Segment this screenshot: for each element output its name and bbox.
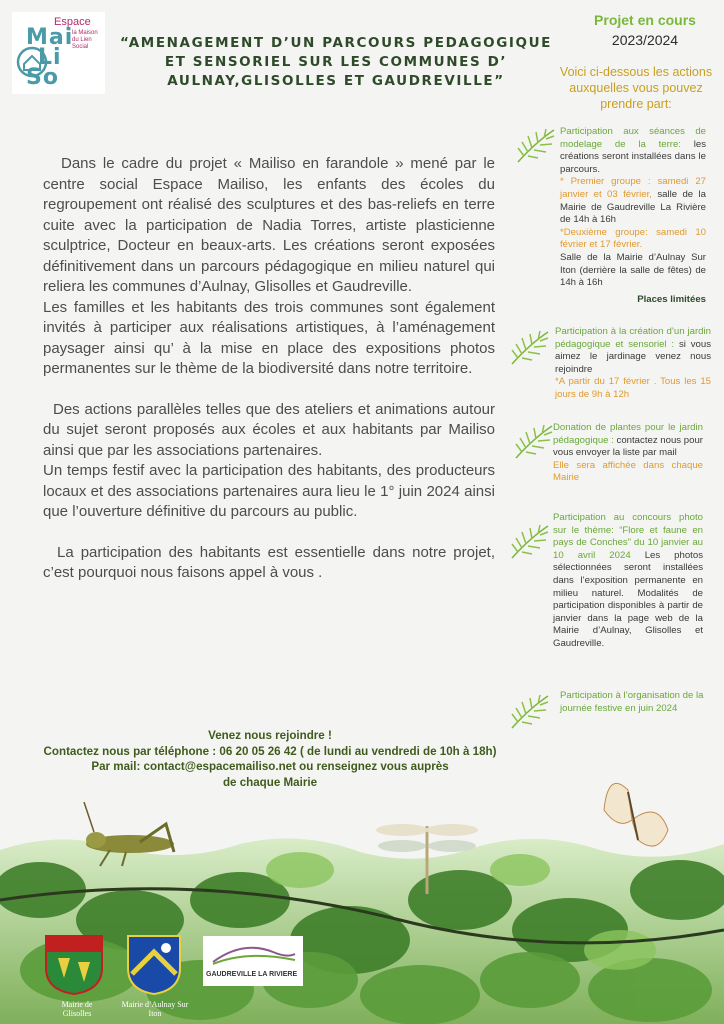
contact-block: Venez nous rejoindre ! Contactez nous par téléphone : 06 20 05 26 42 ( de lundi au vendredi de 10h à 18h) Par mail: contact@espacemailiso.net ou renseignez vous auprès de chaque Mairie <box>30 728 510 790</box>
contact-email[interactable]: Par mail: contact@espacemailiso.net ou renseignez vous auprès <box>91 760 449 773</box>
logo-tagline: la Maison du Lien Social <box>72 30 98 50</box>
action-journee-festive: Participation à l’organisation de la journée festive en juin 2024 <box>560 690 704 714</box>
glisolles-label: Mairie de Glisolles <box>61 1000 93 1018</box>
dragonfly-icon <box>372 816 482 896</box>
places-limitees: Places limitées <box>637 293 706 305</box>
palm-leaf-icon <box>510 330 550 366</box>
page-title: “AMENAGEMENT D’UN PARCOURS PEDAGOGIQUE ET SENSORIEL SUR LES COMMUNES D’ AULNAY,GLISOLLES ET GAUDREVILLE” <box>120 35 552 89</box>
contact-heading: Venez nous rejoindre ! <box>208 729 332 742</box>
espace-mailiso-logo <box>12 12 105 94</box>
paragraph: Les familles et les habitants des trois communes sont également invités à participer aux réalisations artistiques, à l’aménagement paysager ainsi qu’ à la mise en place des expositions photos permanentes sur le thème de la biodiversité dans notre territoire. <box>43 298 495 377</box>
gaudreville-logo <box>203 936 303 986</box>
project-header <box>575 12 715 48</box>
project-year: 2023/2024 <box>611 32 679 48</box>
action-jardin: Participation à la création d’un jardin pédagogique et sensoriel : si vous aimez le jardinage venez nous rejoindre *A partir du 17 février . Tous les 15 jours de 9h à 12h <box>555 326 712 400</box>
palm-leaf-icon <box>510 524 550 560</box>
paragraph: La participation des habitants est essentielle dans notre projet, c’est pourquoi nous faisons appel à vous . <box>43 543 495 581</box>
action-donation: Donation de plantes pour le jardin pédagogique : contactez nous pour vous envoyer la liste par mail Elle sera affichée dans chaque Mairie <box>553 422 703 484</box>
logo-mailiso: Mai Li So <box>26 25 74 90</box>
paragraph: Dans le cadre du projet « Mailiso en farandole » mené par le centre social Espace Mailiso, les enfants des écoles du regroupement ont réalisé des sculptures et des bas-reliefs en terre cuite avec la participation de Nadia Torres, artiste plasticienne sculptrice, Docteur en beaux-arts. Les créations seront exposées définitivement dans un parcours pédagogique en milieu naturel qui reliera les communes d’Aulnay, Glisolles et Gaudreville. <box>43 155 495 295</box>
paragraph: Des actions parallèles telles que des ateliers et animations autour du sujet seront proposés aux écoles et aux habitants par Mailiso ainsi que par les associations partenaires. <box>43 400 495 459</box>
palm-leaf-icon <box>514 424 554 460</box>
contact-phone[interactable]: Contactez nous par téléphone : 06 20 05 26 42 ( de lundi au vendredi de 10h à 18h) <box>43 744 497 758</box>
house-icon <box>14 42 54 82</box>
action-modelage: Participation aux séances de modelage de la terre: les créations seront installées dans le parcours. * Premier groupe : samedi 27 janvier et 03 février, salle de la Mairie de Gaudreville La Rivière de 14h à 16h *Deuxième groupe: samedi 10 février et 17 février. Salle de la Mairie d’Aulnay Sur Iton (derrière la salle de fêtes) de 14h à 16h Places limitées <box>560 126 706 305</box>
palm-leaf-icon <box>510 694 550 730</box>
actions-intro: Voici ci-dessous les actions auxquelles vous pouvez prendre part: <box>559 65 713 111</box>
aulnay-label: Mairie d’Aulnay Sur Iton <box>121 1000 189 1018</box>
butterfly-icon <box>598 770 684 860</box>
aulnay-crest <box>126 934 182 996</box>
hills-icon <box>203 936 303 966</box>
glisolles-crest <box>44 934 104 996</box>
palm-leaf-icon <box>516 128 556 164</box>
action-concours-photo: Participation au concours photo sur le thème: “Flore et faune en pays de Conches” du 10 janvier au 10 avril 2024 Les photos sélectionnées seront installées dans l’exposition permanente en milieu naturel. Modalités de participation disponibles à partir de janvier dans la page web de la Mairie d’Aulnay, Glisolles et Gaudreville. <box>553 512 703 649</box>
logo-espace: Espace <box>54 16 91 28</box>
paragraph: Un temps festif avec la participation des habitants, des producteurs locaux et des associations partenaires aura lieu le 1° juin 2024 ainsi que l’ouverture définitive du parcours au public. <box>43 462 495 520</box>
grasshopper-icon <box>70 802 186 868</box>
gaudreville-label: GAUDREVILLE LA RIVIERE <box>206 971 298 978</box>
main-text <box>43 154 495 584</box>
project-label: Projet en cours <box>594 12 696 28</box>
